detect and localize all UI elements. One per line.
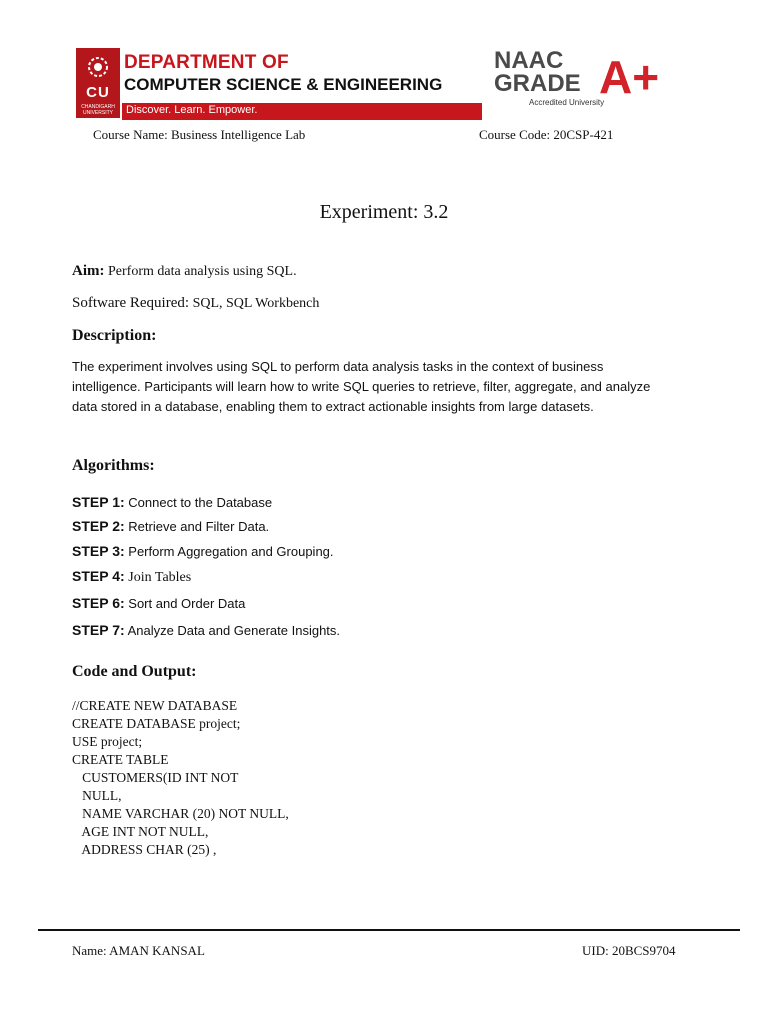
logo-emblem-icon: [83, 52, 113, 82]
step-label: STEP 1:: [72, 494, 125, 510]
department-banner: [74, 44, 662, 120]
code-line: USE project;: [72, 734, 143, 749]
logo-university-text: CHANDIGARH UNIVERSITY: [81, 104, 115, 116]
code-line: NAME VARCHAR (20) NOT NULL,: [72, 806, 289, 821]
step-text: Perform Aggregation and Grouping.: [128, 544, 334, 559]
aim-label: Aim:: [72, 263, 105, 279]
description-text: The experiment involves using SQL to perform data analysis tasks in the context of business intelligence. Participants will learn how to write SQL queries to retrieve, filter, aggregate, and analyze data stored in a database, enabling them to extract actionable insights from large datasets.: [72, 359, 651, 414]
accredited-label: Accredited University: [529, 98, 605, 107]
code-line: AGE INT NOT NULL,: [72, 824, 209, 839]
code-line: NULL,: [72, 788, 122, 803]
code-line: ADDRESS CHAR (25) ,: [72, 842, 217, 857]
department-subtitle: COMPUTER SCIENCE & ENGINEERING: [124, 75, 443, 94]
software-line: [72, 295, 319, 312]
step-label: STEP 4:: [72, 568, 125, 584]
step-text: Connect to the Database: [128, 495, 273, 510]
algorithm-step-7: [72, 622, 340, 638]
footer-divider: [38, 929, 740, 931]
description-heading: Description:: [72, 327, 157, 344]
aim-line: [72, 263, 297, 280]
software-label: Software Required:: [72, 295, 190, 311]
step-label: STEP 3:: [72, 543, 125, 559]
course-code: Course Code: 20CSP-421: [479, 127, 614, 142]
algorithm-step-2: [72, 518, 269, 534]
logo-cu-text: CU: [86, 84, 110, 101]
algorithm-step-1: [72, 494, 272, 510]
algorithm-step-3: [72, 543, 334, 559]
aim-text: Perform data analysis using SQL.: [108, 264, 297, 279]
step-text: Analyze Data and Generate Insights.: [127, 623, 341, 638]
algorithm-step-4: [72, 568, 191, 586]
footer-student-name: Name: AMAN KANSAL: [72, 943, 205, 958]
step-text: Sort and Order Data: [128, 596, 246, 611]
step-text: Join Tables: [128, 570, 192, 585]
course-name: Course Name: Business Intelligence Lab: [93, 127, 306, 142]
footer-uid: UID: 20BCS9704: [582, 943, 676, 958]
tagline: Discover. Learn. Empower.: [126, 104, 258, 116]
step-label: STEP 2:: [72, 518, 125, 534]
step-text: Retrieve and Filter Data.: [128, 519, 270, 534]
step-label: STEP 7:: [72, 622, 125, 638]
university-logo: [76, 48, 120, 118]
code-line: //CREATE NEW DATABASE: [72, 698, 238, 713]
code-block: [72, 697, 289, 859]
algorithms-heading: Algorithms:: [72, 457, 155, 474]
grade-mark: A+: [599, 51, 660, 103]
department-title: DEPARTMENT OF: [124, 52, 289, 73]
algorithm-step-6: [72, 595, 245, 611]
step-label: STEP 6:: [72, 595, 125, 611]
code-line: CUSTOMERS(ID INT NOT: [72, 770, 239, 785]
code-line: CREATE TABLE: [72, 752, 169, 767]
grade-label: GRADE: [494, 70, 581, 97]
naac-label: NAAC: [494, 47, 564, 74]
code-heading: Code and Output:: [72, 663, 197, 680]
experiment-title: Experiment: 3.2: [319, 201, 449, 223]
software-text: SQL, SQL Workbench: [192, 296, 320, 311]
code-line: CREATE DATABASE project;: [72, 716, 241, 731]
